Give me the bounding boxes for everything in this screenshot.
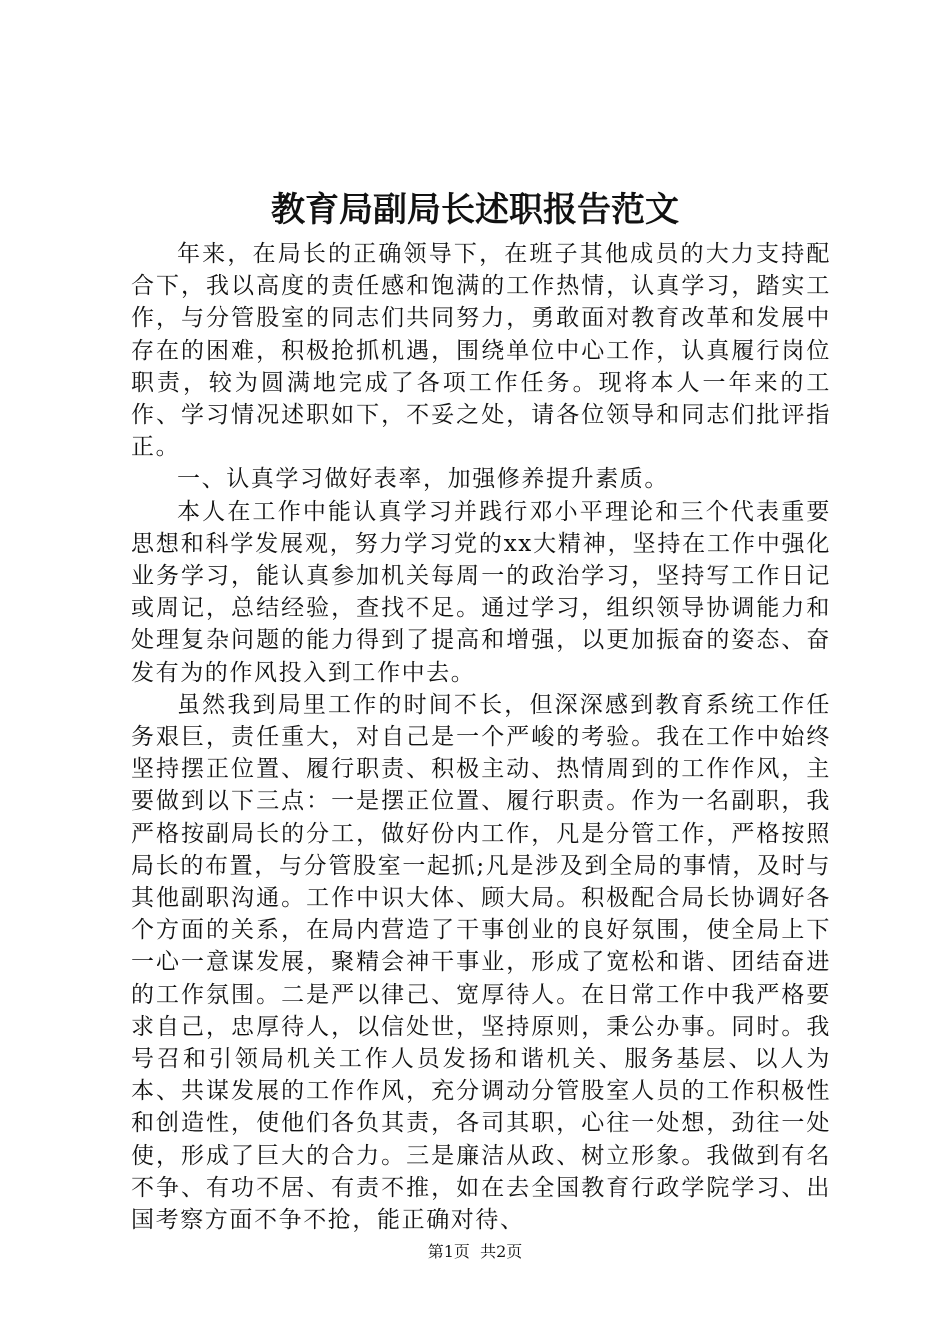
paragraph-work: 虽然我到局里工作的时间不长，但深深感到教育系统工作任务艰巨，责任重大，对自己是一个严峻的考验。我在工作中始终坚持摆正位置、履行职责、积极主动、热情周到的工作作风，主要做到以下三点：一是摆正位置、履行职责。作为一名副职，我严格按副局长的分工，做好份内工作，凡是分管工作，严格按照局长的布置，与分管股室一起抓;凡是涉及到全局的事情，及时与其他副职沟通。工作中识大体、顾大局。积极配合局长协调好各个方面的关系，在局内营造了干事创业的良好氛围，使全局上下一心一意谋发展，聚精会神干事业，形成了宽松和谐、团结奋进的工作氛围。二是严以律己、宽厚待人。在日常工作中我严格要求自己，忠厚待人，以信处世，坚持原则，秉公办事。同时。我号召和引领局机关工作人员发扬和谐机关、服务基层、以人为本、共谋发展的工作作风，充分调动分管股室人员的工作积极性和创造性，使他们各负其责，各司其职，心往一处想，劲往一处使，形成了巨大的合力。三是廉洁从政、树立形象。我做到有名不争、有功不居、有责不推，如在去全国教育行政学院学习、出国考察方面不争不抢，能正确对待、: [131, 691, 831, 1234]
paragraph-study: 本人在工作中能认真学习并践行邓小平理论和三个代表重要思想和科学发展观，努力学习党的xx大精神，坚持在工作中强化业务学习，能认真参加机关每周一的政治学习，坚持写工作日记或周记，总结经验，查找不足。通过学习，组织领导协调能力和处理复杂问题的能力得到了提高和增强，以更加振奋的姿态、奋发有为的作风投入到工作中去。: [131, 498, 831, 686]
paragraph-intro: 年来，在局长的正确领导下，在班子其他成员的大力支持配合下，我以高度的责任感和饱满的工作热情，认真学习，踏实工作，与分管股室的同志们共同努力，勇敢面对教育改革和发展中存在的困难，积极抢抓机遇，围绕单位中心工作，认真履行岗位职责，较为圆满地完成了各项工作任务。现将本人一年来的工作、学习情况述职如下，不妥之处，请各位领导和同志们批评指正。: [131, 241, 831, 461]
paragraph-section-heading: 一、认真学习做好表率，加强修养提升素质。: [177, 466, 669, 493]
document-title: 教育局副局长述职报告范文: [271, 190, 679, 230]
page-total: 共2页: [480, 1242, 523, 1261]
page-number: 第1页: [427, 1242, 470, 1261]
document-body: [131, 238, 831, 1236]
page-footer: [0, 1240, 950, 1264]
